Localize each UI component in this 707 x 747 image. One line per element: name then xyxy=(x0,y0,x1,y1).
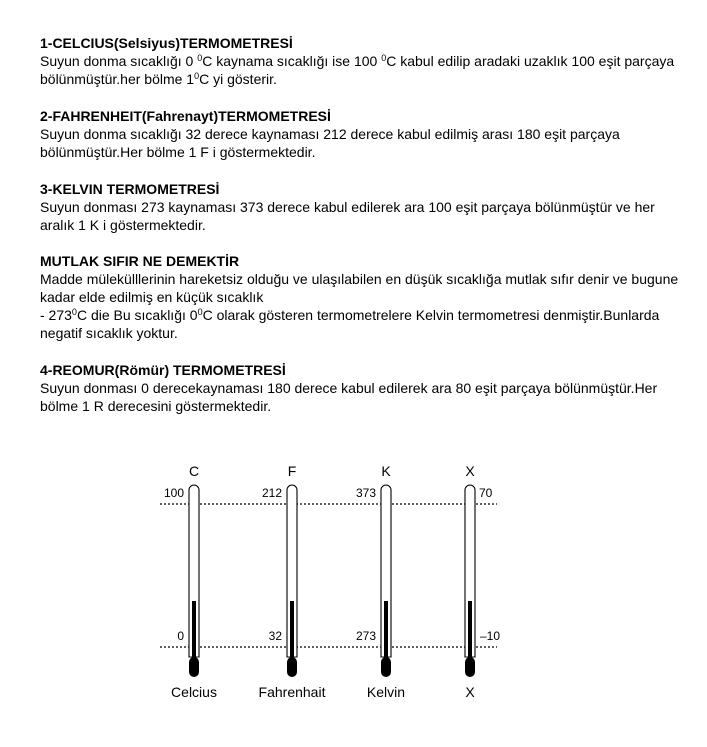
kelvin-section xyxy=(40,180,680,234)
thermometer-diagram xyxy=(0,455,707,747)
boiling-point-label: 212 xyxy=(261,486,282,500)
celsius-section xyxy=(40,34,680,88)
freezing-point-label: 273 xyxy=(355,629,376,643)
section-body: Suyun donması 0 derecekaynaması 180 derece kabul edilerek ara 80 eşit parçaya bölünmüştür.Her bölme 1 R derecesini göstermektedir. xyxy=(40,380,658,414)
freezing-point-label: 0 xyxy=(177,629,184,643)
thermometers xyxy=(164,463,500,700)
thermometer-1 xyxy=(164,463,217,700)
thermometer-name: Celcius xyxy=(171,684,217,700)
thermometer-name: Kelvin xyxy=(366,684,406,700)
section-heading: 2-FAHRENHEIT(Fahrenayt)TERMOMETRESİ xyxy=(40,108,331,124)
section-body-line: - $273^0C$ die Bu sıcaklığı $0^0C$ olarak gösteren termometrelere Kelvin termometresi denmiştir.Bunlarda negatif sıcaklık yoktur. xyxy=(40,307,660,341)
freezing-point-label: 32 xyxy=(268,629,282,643)
fahrenheit-section xyxy=(40,107,680,161)
section-heading: 3-KELVIN TERMOMETRESİ xyxy=(40,181,220,197)
thermometer-3 xyxy=(356,463,405,700)
mercury-column xyxy=(384,601,388,661)
absolute-zero-section xyxy=(40,252,680,342)
thermometer-2 xyxy=(259,463,326,700)
mercury-column xyxy=(290,601,294,661)
freezing-point-label: –10 xyxy=(480,629,501,643)
boiling-point-label: 70 xyxy=(479,486,493,500)
thermometer-letter: X xyxy=(465,463,475,479)
thermometer-bulb xyxy=(465,657,475,677)
boiling-point-label: 100 xyxy=(163,486,184,500)
thermometer-4 xyxy=(465,463,500,700)
thermometer-name: Fahrenhait xyxy=(258,684,326,700)
section-heading: MUTLAK SIFIR NE DEMEKTİR xyxy=(40,253,240,269)
section-body: Suyun donma sıcaklığı 32 derece kaynaması 212 derece kabul edilmiş arası 180 eşit parçaya bölünmüştür.Her bölme 1 F i göstermektedir. xyxy=(40,126,620,160)
thermometer-name: X xyxy=(465,684,475,700)
section-body: Suyun donması 273 kaynaması 373 derece kabul edilerek ara 100 eşit parçaya bölünmüştür ve her aralık 1 K i göstermektedir. xyxy=(40,199,655,233)
thermometer-letter: K xyxy=(381,463,391,479)
section-body-line: Madde mülekülllerinin hareketsiz olduğu ve ulaşılabilen en düşük sıcaklığa mutlak sıfır denir ve bugune kadar elde edilmiş en küçük sıcaklık xyxy=(40,271,679,305)
section-heading: 4-REOMUR(Römür) TERMOMETRESİ xyxy=(40,362,286,378)
thermometer-bulb xyxy=(287,657,297,677)
reaumur-section xyxy=(40,361,680,415)
thermometer-letter: F xyxy=(287,463,297,479)
mercury-column xyxy=(468,601,472,661)
mercury-column xyxy=(192,601,196,661)
section-heading: 1-CELCIUS(Selsiyus)TERMOMETRESİ xyxy=(40,35,293,51)
section-body: Suyun donma sıcaklığı 0 $^0$C kaynama sıcaklığı ise 100 $^0$C kabul edilip aradaki uzaklık 100 eşit parçaya bölünmüştür.her bölme $1^0C$ yi gösterir. xyxy=(40,53,675,87)
thermometer-letter: C xyxy=(188,463,200,479)
thermometer-bulb xyxy=(189,657,199,677)
thermometer-bulb xyxy=(381,657,391,677)
boiling-point-label: 373 xyxy=(355,486,376,500)
